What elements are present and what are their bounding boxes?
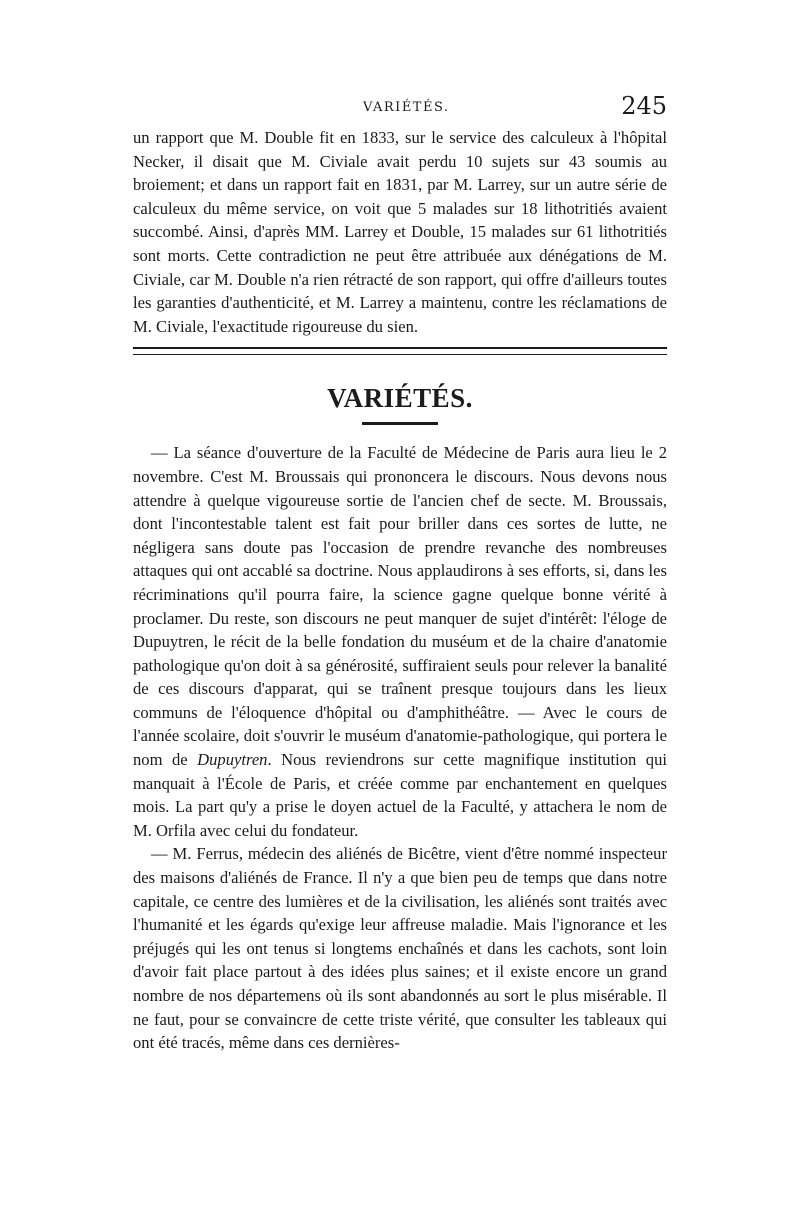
faculty-opening-paragraph	[133, 441, 667, 842]
section-title: VARIÉTÉS.	[327, 383, 473, 414]
book-page	[133, 92, 667, 1055]
paragraph-text-part: — La séance d'ouverture de la Faculté de Médecine de Paris aura lieu le 2 novembre. C'est M. Broussais qui prononcera le discours. Nous devons nous attendre à quelque vigoureuse sortie de l'ancien chef de secte. M. Broussais, dont l'incontestable talent est fait pour briller dans ces sortes de lutte, ne négligera sans doute pas l'occasion de prendre revanche des nombreuses attaques qui ont accablé sa doctrine. Nous applaudirons à ses efforts, si, dans les récriminations qu'il pourra faire, la science gagne quelque bonne vérité à proclamer. Du reste, son discours ne peut manquer de sujet d'intérêt: l'éloge de Dupuytren, le récit de la belle fondation du muséum et de la chaire d'anatomie pathologique qu'on doit à sa générosité, suffiraient seuls pour relever la banalité de ces discours d'apparat, qui se traînent presque toujours dans les lieux communs de l'éloquence d'hôpital ou d'amphithéâtre. — Avec le cours de l'année scolaire, doit s'ouvrir le muséum d'anatomie-pathologique, qui portera le nom de	[133, 443, 667, 770]
ferrus-paragraph: — M. Ferrus, médecin des aliénés de Bicêtre, vient d'être nommé inspecteur des maisons d'aliénés de France. Il n'y a que bien peu de temps que dans notre capitale, ce centre des lumières et de la civilisation, les aliénés sont traités avec l'humanité et les égards qu'exige leur affreuse maladie. Mais l'ignorance et les préjugés qui les ont tenus si longtems enchaînés et dans les cachots, sont loin d'avoir fait place partout à des idées plus saines; et il existe encore un grand nombre de nos départemens où ils sont abandonnés au sort le plus misérable. Il ne faut, pour se convaincre de cette triste vérité, que consulter les tableaux qui ont été tracés, même dans ces dernières-	[133, 844, 667, 1053]
running-title: VARIÉTÉS.	[363, 100, 450, 115]
section-body	[133, 441, 667, 1054]
section-divider-rule	[133, 347, 667, 355]
page-number: 245	[621, 92, 667, 120]
paragraph-text-part: . Nous reviendrons sur cette magnifique institution qui manquait à l'École de Paris, et créée comme par enchantement en quelques mois. La part qu'y a prise le doyen actuel de la Faculté, y attachera le nom de M. Orfila avec celui du fondateur.	[133, 750, 667, 840]
running-header	[133, 92, 667, 126]
title-underline-rule	[362, 422, 438, 425]
intro-paragraph: un rapport que M. Double fit en 1833, sur le service des calculeux à l'hôpital Necker, il disait que M. Civiale avait perdu 10 sujets sur 43 soumis au broiement; et dans un rapport fait en 1831, par M. Larrey, sur un autre série de calculeux du même service, on voit que 5 malades sur 18 lithotritiés avaient succombé. Ainsi, d'après MM. Larrey et Double, 15 malades sur 61 lithotritiés sont morts. Cette contradiction ne peut être attribuée aux dénégations de M. Civiale, car M. Double n'a rien rétracté de son rapport, qui offre d'ailleurs toutes les garanties d'authenticité, et M. Larrey a maintenu, contre les réclamations de M. Civiale, l'exactitude rigoureuse du sien.	[133, 128, 667, 336]
italic-name: Dupuytren	[197, 750, 268, 770]
